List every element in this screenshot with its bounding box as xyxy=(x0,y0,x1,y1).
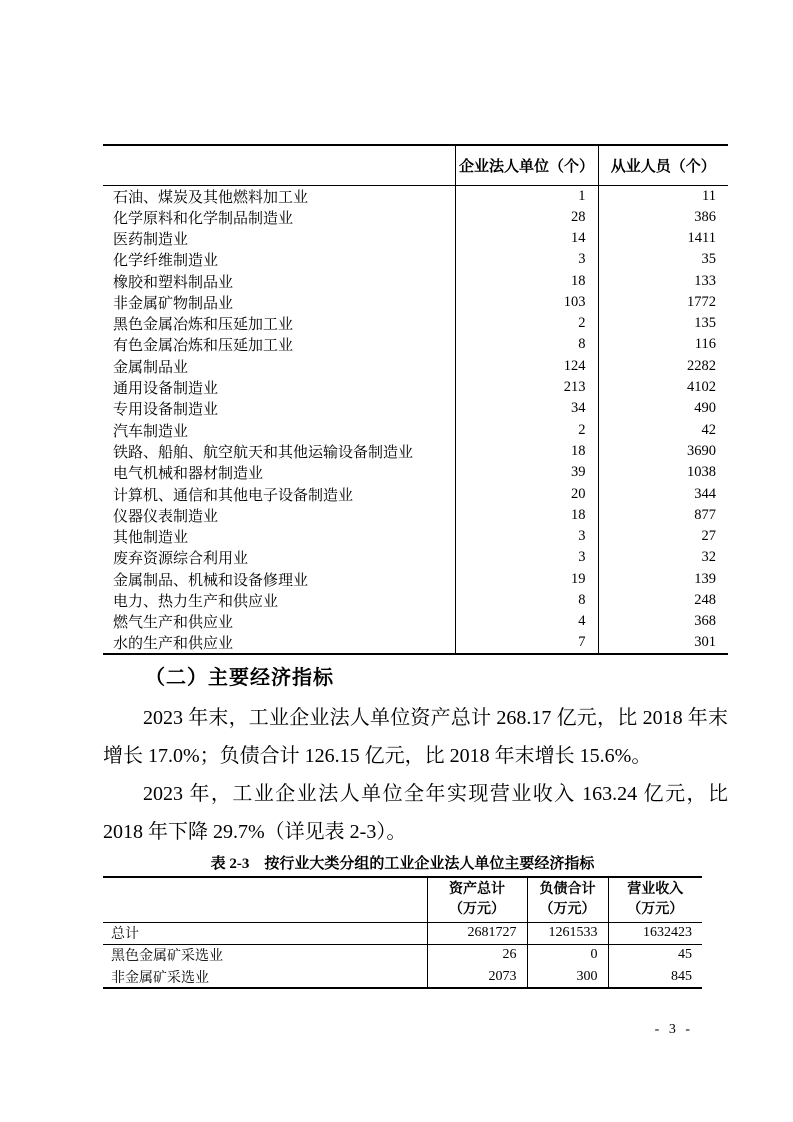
staff-value: 11 xyxy=(598,185,728,207)
corps-value: 2 xyxy=(455,419,598,440)
assets-value: 2073 xyxy=(427,966,527,988)
industry-label: 燃气生产和供应业 xyxy=(113,615,234,632)
industry-units-table xyxy=(103,144,728,655)
industry-label: 非金属矿物制品业 xyxy=(113,295,234,312)
industry-label: 汽车制造业 xyxy=(113,423,189,440)
staff-value: 877 xyxy=(598,505,728,526)
corps-value: 2 xyxy=(455,313,598,334)
corps-value: 3 xyxy=(455,526,598,547)
table1-row xyxy=(103,356,728,377)
table1-row xyxy=(103,483,728,504)
table1-row xyxy=(103,526,728,547)
table1-row xyxy=(103,547,728,568)
staff-value: 1411 xyxy=(598,228,728,249)
corps-value: 8 xyxy=(455,590,598,611)
paragraph-assets: 2023 年末，工业企业法人单位资产总计 268.17 亿元，比 2018 年末增长 17.0%；负债合计 126.15 亿元，比 2018 年末增长 15.6%。 xyxy=(103,707,728,767)
table1-header-blank xyxy=(103,145,455,185)
table2-title: 表 2-3 按行业大类分组的工业企业法人单位主要经济指标 xyxy=(210,856,595,872)
table1-row xyxy=(103,441,728,462)
staff-value: 27 xyxy=(598,526,728,547)
staff-value: 490 xyxy=(598,398,728,419)
industry-label: 橡胶和塑料制品业 xyxy=(113,274,234,291)
table1-row xyxy=(103,419,728,440)
industry-label: 黑色金属冶炼和压延加工业 xyxy=(113,317,294,334)
corps-value: 3 xyxy=(455,547,598,568)
industry-label: 电力、热力生产和供应业 xyxy=(113,593,279,610)
industry-label: 其他制造业 xyxy=(113,530,189,547)
industry-label: 计算机、通信和其他电子设备制造业 xyxy=(113,487,354,504)
revenue-value: 45 xyxy=(608,944,702,966)
staff-value: 2282 xyxy=(598,356,728,377)
table2-header-liabilities xyxy=(527,877,608,922)
staff-value: 1772 xyxy=(598,292,728,313)
table1-row xyxy=(103,249,728,270)
table2-row xyxy=(103,944,702,966)
table2-header-liabilities-line1: 负债合计 xyxy=(539,881,596,897)
industry-label: 金属制品业 xyxy=(113,359,189,376)
staff-value: 4102 xyxy=(598,377,728,398)
table2-total-row xyxy=(103,922,702,944)
table2-header-revenue-line2: （万元） xyxy=(627,901,684,917)
staff-value: 368 xyxy=(598,611,728,632)
corps-value: 124 xyxy=(455,356,598,377)
industry-label: 石油、煤炭及其他燃料加工业 xyxy=(113,189,309,206)
corps-value: 28 xyxy=(455,207,598,228)
corps-value: 34 xyxy=(455,398,598,419)
industry-label: 非金属矿采选业 xyxy=(111,970,209,986)
table1-header-row xyxy=(103,145,728,185)
corps-value: 4 xyxy=(455,611,598,632)
liabilities-value: 0 xyxy=(527,944,608,966)
industry-label: 水的生产和供应业 xyxy=(113,636,234,653)
industry-label: 铁路、船舶、航空航天和其他运输设备制造业 xyxy=(113,444,414,461)
table1-row xyxy=(103,632,728,654)
corps-value: 213 xyxy=(455,377,598,398)
corps-value: 103 xyxy=(455,292,598,313)
industry-label: 废弃资源综合利用业 xyxy=(113,551,249,568)
corps-value: 3 xyxy=(455,249,598,270)
table1-header-staff: 从业人员（个） xyxy=(598,145,728,185)
corps-value: 39 xyxy=(455,462,598,483)
staff-value: 386 xyxy=(598,207,728,228)
page-number: - 3 - xyxy=(654,1022,693,1037)
table1-row xyxy=(103,207,728,228)
corps-value: 7 xyxy=(455,632,598,654)
industry-label: 医药制造业 xyxy=(113,231,189,248)
corps-value: 8 xyxy=(455,334,598,355)
total-label: 总计 xyxy=(103,922,427,944)
staff-value: 139 xyxy=(598,569,728,590)
revenue-value: 845 xyxy=(608,966,702,988)
table1-row xyxy=(103,398,728,419)
staff-value: 1038 xyxy=(598,462,728,483)
corps-value: 19 xyxy=(455,569,598,590)
staff-value: 248 xyxy=(598,590,728,611)
industry-units-table-container xyxy=(103,144,728,655)
staff-value: 133 xyxy=(598,270,728,291)
corps-value: 20 xyxy=(455,483,598,504)
industry-label: 黑色金属矿采选业 xyxy=(111,949,223,965)
corps-value: 18 xyxy=(455,441,598,462)
total-assets: 2681727 xyxy=(427,922,527,944)
table2-header-assets xyxy=(427,877,527,922)
paragraph-revenue: 2023 年，工业企业法人单位全年实现营业收入 163.24 亿元，比 2018 年下降 29.7%（详见表 2-3）。 xyxy=(103,783,728,843)
corps-value: 1 xyxy=(455,185,598,207)
table1-header-corps: 企业法人单位（个） xyxy=(455,145,598,185)
table1-row xyxy=(103,590,728,611)
total-revenue: 1632423 xyxy=(608,922,702,944)
table2-header-assets-line1: 资产总计 xyxy=(449,881,505,897)
staff-value: 135 xyxy=(598,313,728,334)
staff-value: 301 xyxy=(598,632,728,654)
table1-row xyxy=(103,292,728,313)
economic-indicators-table-container xyxy=(103,876,702,989)
table1-row xyxy=(103,462,728,483)
staff-value: 42 xyxy=(598,419,728,440)
table1-row xyxy=(103,377,728,398)
corps-value: 18 xyxy=(455,505,598,526)
table1-row xyxy=(103,185,728,207)
economic-indicators-table xyxy=(103,876,702,989)
table1-row xyxy=(103,505,728,526)
staff-value: 116 xyxy=(598,334,728,355)
industry-label: 化学原料和化学制品制造业 xyxy=(113,210,294,227)
staff-value: 3690 xyxy=(598,441,728,462)
table2-header-assets-line2: （万元） xyxy=(449,901,505,917)
table1-row xyxy=(103,228,728,249)
table2-header-liabilities-line2: （万元） xyxy=(539,901,596,917)
section-heading: （二）主要经济指标 xyxy=(145,667,334,689)
liabilities-value: 300 xyxy=(527,966,608,988)
assets-value: 26 xyxy=(427,944,527,966)
industry-label: 通用设备制造业 xyxy=(113,381,219,398)
staff-value: 32 xyxy=(598,547,728,568)
industry-label: 电气机械和器材制造业 xyxy=(113,466,264,483)
table1-row xyxy=(103,569,728,590)
corps-value: 14 xyxy=(455,228,598,249)
body-text xyxy=(103,699,728,851)
staff-value: 344 xyxy=(598,483,728,504)
industry-label: 金属制品、机械和设备修理业 xyxy=(113,572,309,589)
table2-header-revenue-line1: 营业收入 xyxy=(627,881,684,897)
table1-row xyxy=(103,270,728,291)
table1-row xyxy=(103,334,728,355)
industry-label: 专用设备制造业 xyxy=(113,402,219,419)
total-liabilities: 1261533 xyxy=(527,922,608,944)
table2-row xyxy=(103,966,702,988)
industry-label: 仪器仪表制造业 xyxy=(113,508,219,525)
industry-label: 有色金属冶炼和压延加工业 xyxy=(113,338,294,355)
table1-row xyxy=(103,611,728,632)
table2-header-revenue xyxy=(608,877,702,922)
table2-header-row xyxy=(103,877,702,922)
table1-row xyxy=(103,313,728,334)
industry-label: 化学纤维制造业 xyxy=(113,253,219,270)
table2-header-blank xyxy=(103,877,427,922)
corps-value: 18 xyxy=(455,270,598,291)
staff-value: 35 xyxy=(598,249,728,270)
